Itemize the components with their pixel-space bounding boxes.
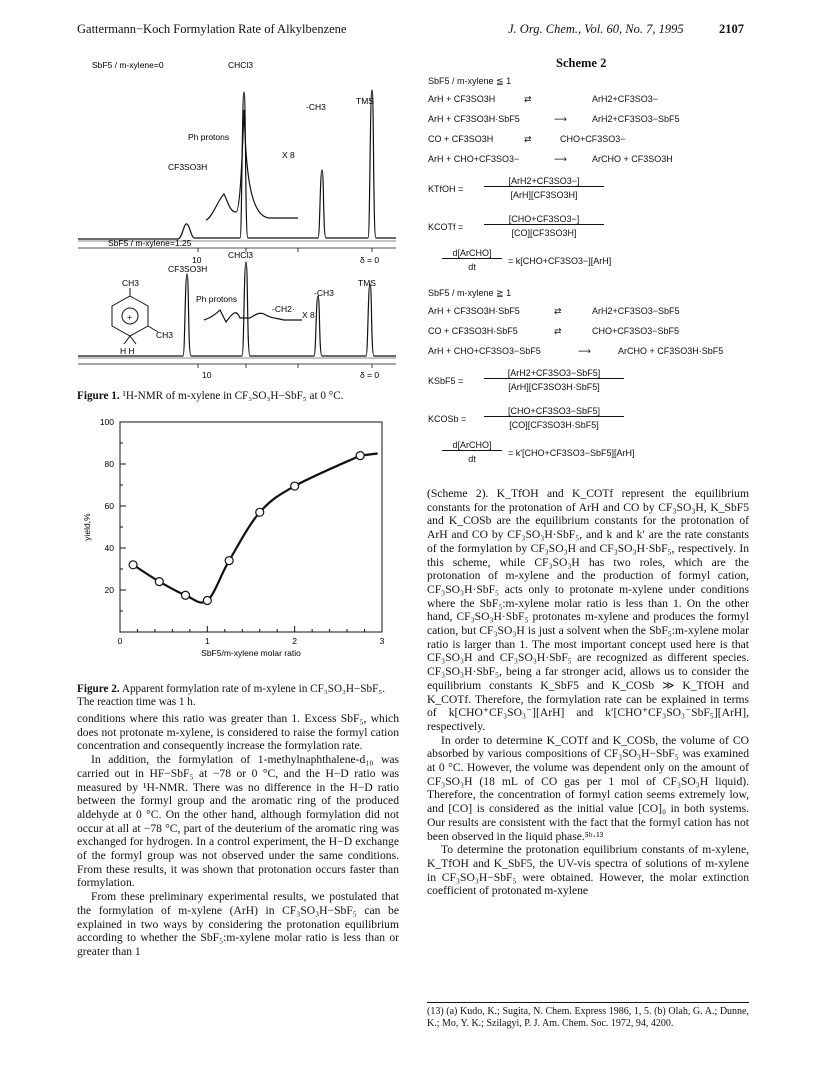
equilibrium-arrow: ⇄ xyxy=(524,94,532,104)
footnote: (13) (a) Kudo, K.; Sugita, N. Chem. Express 1986, 1, 5. (b) Olah, G. A.; Dunne, K.; Mo, Y. K.; Szilagyi, P. J. Am. Chem. Soc. 1972, 94, 4200. xyxy=(427,1006,749,1029)
scheme-condition: SbF5 / m-xylene ≦ 1 xyxy=(428,76,512,86)
figure1-nmr xyxy=(70,52,400,387)
bottom-delta0: δ = 0 xyxy=(360,370,380,380)
bottom-tms-label: TMS xyxy=(358,278,376,288)
bottom-cf3so3h-label: CF3SO3H xyxy=(168,264,208,274)
paragraph: conditions where this ratio was greater than 1. Excess SbF₅, which does not protonate m-xylene, is considered to raise the formyl cation concentration and consequently increase the formylation rate. xyxy=(77,712,399,753)
struct-ch3-top: CH3 xyxy=(122,278,140,288)
x-axis-label: SbF5/m-xylene molar ratio xyxy=(201,648,301,658)
data-point xyxy=(129,561,137,569)
scheme-title: Scheme 2 xyxy=(556,56,607,70)
paragraph: In addition, the formylation of 1-methylnaphthalene-d₁₀ was carried out in HF−SbF₅ at −78 or 0 °C, and the H−D ratio was measured by ¹H-NMR. There was no difference in the H−D ratio between the formyl group and the aromatic ring of the produced aldehyde at 0 °C. On the other hand, although formylation did not occur at all at −78 °C, part of the deuterium of the aromatic ring was exchanged for hydrogen. In a control experiment, the H−D exchange of the formyl group was not observed under the same conditions. From these results, it was shown that protonation occurs faster than formylation. xyxy=(77,753,399,890)
top-delta0: δ = 0 xyxy=(360,255,380,265)
bottom-ph-protons-label: Ph protons xyxy=(196,294,238,304)
data-point xyxy=(225,557,233,565)
right-column-text xyxy=(427,487,749,898)
paragraph: From these preliminary experimental results, we postulated that the formylation of m-xylene (ArH) in CF₃SO₃H−SbF₅ can be explained in two ways by considering the protonation equilibrium according to whether the SbF₅:m-xylene molar ratio is less than or greater than 1 xyxy=(77,890,399,958)
top-chcl3-label: CHCl3 xyxy=(228,60,254,70)
scheme-2: SbF5 / m-xylene ≦ 1 ArH + CF3SO3H ⇄ ArH2+CF3SO3− ArH + CF3SO3H·SbF5 ⟶ ArH2+CF3SO3−SbF5 CO + CF3SO3H ⇄ CHO+CF3SO3− ArH + CHO+CF3SO3− ⟶ ArCHO + CF3SO3H KTfOH = [ArH2+CF3SO3−] [ArH][CF3SO3H] KCOTf = [CHO+CF3SO3−] [CO][CF3SO3H] d[ArCHO] dt = k[CHO+CF3SO3−][ArH] SbF5 / m-xylene ≧ 1 ArH + CF3SO3H·SbF5 ⇄ ArH2+CF3SO3−SbF5 CO + CF3SO3H·SbF5 ⇄ CHO+CF3SO3−SbF5 ArH + CHO+CF3SO3−SbF5 ⟶ ArCHO + CF3SO3H·SbF5 KSbF5 = [ArH2+CF3SO3−SbF5] [ArH][CF3SO3H·SbF5] KCOSb = [CHO+CF3SO3−SbF5] [CO][CF3SO3H·SbF5] d[ArCHO] dt = k'[CHO+CF3SO3−SbF5][ArH] xyxy=(428,76,724,464)
y-tick-label: 80 xyxy=(104,459,114,469)
paragraph: (Scheme 2). K_TfOH and K_COTf represent the equilibrium constants for the protonation of ArH and CO by CF₃SO₃H, K_SbF5 and K_COSb are the equilibrium constants for the protonation of ArH and CO by CF₃SO₃H·SbF₅, and k and k′ are the rate constants of the formylation by CF₃SO₃H and CF₃SO₃H·SbF₅, respectively. In this scheme, while CF₃SO₃H has two roles, which are the protonation of m-xylene and the production of formyl cation, CF₃SO₃H·SbF₅ acts only to protonate m-xylene under conditions where the SbF₅:m-xylene molar ratio is less than 1. On the other hand, CF₃SO₃H·SbF₅ protonates m-xylene and produces the formyl cation, but CF₃SO₃H is just a solvent when the SbF₅:m-xylene molar ratio is larger than 1. The most important concept used here is that CF₃SO₃H and CF₃SO₃H·SbF₅ are recognized as different species. CF₃SO₃H·SbF₅, being a far stronger acid, allows us to consider the equilibrium constants K_SbF5 and K_COSb ≫ K_TfOH and K_COTf. Therefore, the formylation rate can be explained in terms of k[CHO⁺CF₃SO₃⁻][ArH] and k′[CHO⁺CF₃SO₃⁻SbF₅][ArH], respectively. xyxy=(427,487,749,733)
nmr-top-expanded-trace xyxy=(206,110,298,220)
figure2-caption: Figure 2. Apparent formylation rate of m-xylene in CF₃SO₃H−SbF₅. The reaction time was 1 h. xyxy=(77,683,386,708)
left-column-text xyxy=(77,712,399,959)
plot-frame xyxy=(120,422,382,632)
data-point xyxy=(291,482,299,490)
page-number: 2107 xyxy=(719,22,744,36)
y-tick-label: 60 xyxy=(104,501,114,511)
top-tms-label: TMS xyxy=(356,96,374,106)
data-point xyxy=(203,597,211,605)
running-title: Gattermann−Koch Formylation Rate of Alkylbenzene xyxy=(77,22,347,36)
bottom-ratio-label: SbF5 / m-xylene=1.25 xyxy=(108,238,192,248)
paragraph: In order to determine K_COTf and K_COSb, the volume of CO absorbed by various compositions of CF₃SO₃H−SbF₅ was examined at 0 °C. However, the volume was dependent only on the amount of CF₃SO₃H (18 mL of CO gas per 1 mol of CF₃SO₃H liquid). Therefore, the concentration of formyl cation seems extremely low, and [CO] is considered as the initial value [CO]₀ in both systems. Our results are consistent with the fact that the formyl cation has not been observed in the liquid phase.⁵ᵇ·¹³ xyxy=(427,733,749,843)
struct-plus: + xyxy=(127,312,132,322)
top-cf3so3h-label: CF3SO3H xyxy=(168,162,208,172)
x-tick-label: 0 xyxy=(117,636,123,646)
paragraph: To determine the protonation equilibrium constants of m-xylene, K_TfOH and K_SbF5, the UV-vis spectra of solutions of m-xylene in CF₃SO₃H−SbF₅ were obtained. However, the molar extinction coefficient of protonated m-xylene xyxy=(427,843,749,898)
y-tick-label: 100 xyxy=(99,417,114,427)
data-point xyxy=(256,508,264,516)
footnote-rule xyxy=(427,1002,749,1003)
top-x8-label: X 8 xyxy=(282,150,295,160)
data-point xyxy=(356,452,364,460)
figure2-chart xyxy=(72,412,394,672)
y-tick-label: 40 xyxy=(104,543,114,553)
struct-hh: H H xyxy=(120,346,135,356)
bottom-x8-label: X 8 xyxy=(302,310,315,320)
y-tick-label: 20 xyxy=(104,585,114,595)
struct-ch3-right: CH3 xyxy=(156,330,174,340)
x-tick-label: 2 xyxy=(292,636,298,646)
figure1-caption: Figure 1. ¹H-NMR of m-xylene in CF₃SO₃H−SbF₅ at 0 °C. xyxy=(77,390,344,402)
nmr-top-trace xyxy=(78,90,396,239)
top-ph-protons-label: Ph protons xyxy=(188,132,230,142)
x-tick-label: 3 xyxy=(379,636,385,646)
y-axis-label: yield,% xyxy=(82,513,92,541)
bottom-tick-10: 10 xyxy=(202,370,212,380)
journal-citation: J. Org. Chem., Vol. 60, No. 7, 1995 xyxy=(508,22,684,36)
bottom-ch3-label: -CH3 xyxy=(314,288,334,298)
top-ratio-label: SbF5 / m-xylene=0 xyxy=(92,60,164,70)
data-point xyxy=(182,591,190,599)
top-ch3-label: -CH3 xyxy=(306,102,326,112)
fit-curve xyxy=(133,454,378,603)
bottom-chcl3-label: CHCl3 xyxy=(228,250,254,260)
bottom-ch2-label: -CH2· xyxy=(272,304,295,314)
data-point xyxy=(155,578,163,586)
protonated-xylene-structure xyxy=(112,288,158,344)
top-tick-10: 10 xyxy=(192,255,202,265)
x-tick-label: 1 xyxy=(204,636,210,646)
